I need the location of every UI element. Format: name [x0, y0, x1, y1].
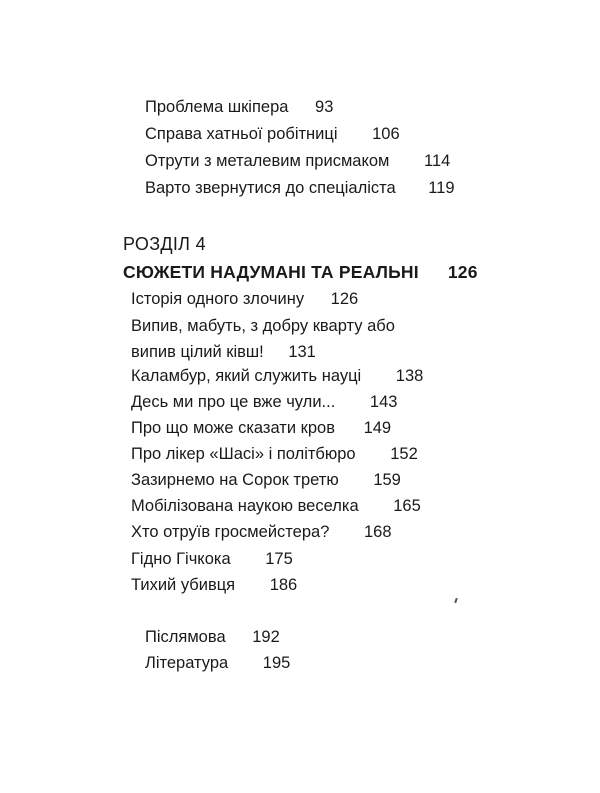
toc-entry — [145, 627, 280, 647]
toc-entry — [145, 178, 455, 198]
toc-entry-title: Зазирнемо на Сорок третю — [131, 471, 339, 489]
toc-entry — [131, 342, 316, 362]
toc-entry-title: Проблема шкіпера — [145, 98, 289, 116]
toc-entry-page: 192 — [252, 628, 280, 646]
toc-entry-page: 114 — [424, 152, 451, 170]
toc-entry-page: 93 — [315, 98, 334, 116]
toc-entry-title: Варто звернутися до спеціаліста — [145, 179, 396, 197]
toc-entry-title: Література — [145, 654, 229, 672]
toc-entry — [145, 653, 290, 673]
toc-entry-page: 168 — [363, 523, 392, 541]
toc-entry — [131, 316, 399, 336]
chapter-title-text: СЮЖЕТИ НАДУМАНІ ТА РЕАЛЬНІ — [123, 262, 419, 282]
toc-entry-page: 149 — [363, 419, 392, 437]
toc-entry-page: 131 — [288, 343, 316, 361]
toc-entry-page: 143 — [369, 393, 398, 411]
toc-entry — [145, 124, 400, 144]
toc-entry — [131, 496, 421, 516]
chapter-page: 126 — [447, 262, 478, 282]
toc-entry — [131, 418, 391, 438]
toc-entry-page: 159 — [373, 471, 401, 489]
toc-entry — [131, 289, 358, 309]
chapter-label: РОЗДІЛ 4 — [123, 234, 206, 254]
toc-entry — [131, 470, 401, 490]
toc-entry — [131, 392, 397, 412]
toc-entry-title: Післямова — [145, 628, 226, 646]
toc-entry-page: 165 — [393, 497, 421, 515]
toc-entry-title: Гідно Гічкока — [131, 550, 231, 568]
toc-entry — [131, 366, 423, 386]
toc-entry-page: 195 — [262, 654, 291, 672]
ink-speck — [454, 598, 458, 603]
toc-entry-title: Десь ми про це вже чули... — [131, 393, 336, 411]
toc-entry-page: 106 — [372, 125, 400, 143]
toc-entry-title: Історія одного злочину — [131, 290, 305, 308]
toc-entry-page: 119 — [428, 179, 455, 197]
toc-entry-title: Справа хатньої робітниці — [145, 125, 338, 143]
toc-entry-page: 186 — [269, 576, 298, 594]
toc-entry-page: 126 — [330, 290, 359, 308]
toc-entry-page: 138 — [395, 367, 424, 385]
toc-entry-title: Випив, мабуть, з добру кварту або — [131, 317, 395, 335]
toc-entry-title: Мобілізована наукою веселка — [131, 497, 359, 515]
toc-entry — [131, 444, 418, 464]
toc-entry-title: Про що може сказати кров — [131, 419, 335, 437]
chapter-title — [123, 261, 478, 283]
toc-entry-title: Каламбур, який служить науці — [131, 367, 362, 385]
toc-entry-title: Про лікер «Шасі» і політбюро — [131, 445, 356, 463]
toc-entry — [145, 151, 450, 171]
toc-entry-page: 175 — [265, 550, 293, 568]
toc-entry — [131, 575, 297, 595]
toc-entry-title: Отрути з металевим присмаком — [145, 152, 390, 170]
toc-entry — [131, 549, 293, 569]
toc-entry — [145, 97, 333, 117]
toc-entry-page: 152 — [390, 445, 418, 463]
toc-entry — [131, 522, 392, 542]
toc-entry-title: Тихий убивця — [131, 576, 236, 594]
toc-entry-title: випив цілий ківш! — [131, 343, 264, 361]
toc-entry-title: Хто отруїв гросмейстера? — [131, 523, 330, 541]
